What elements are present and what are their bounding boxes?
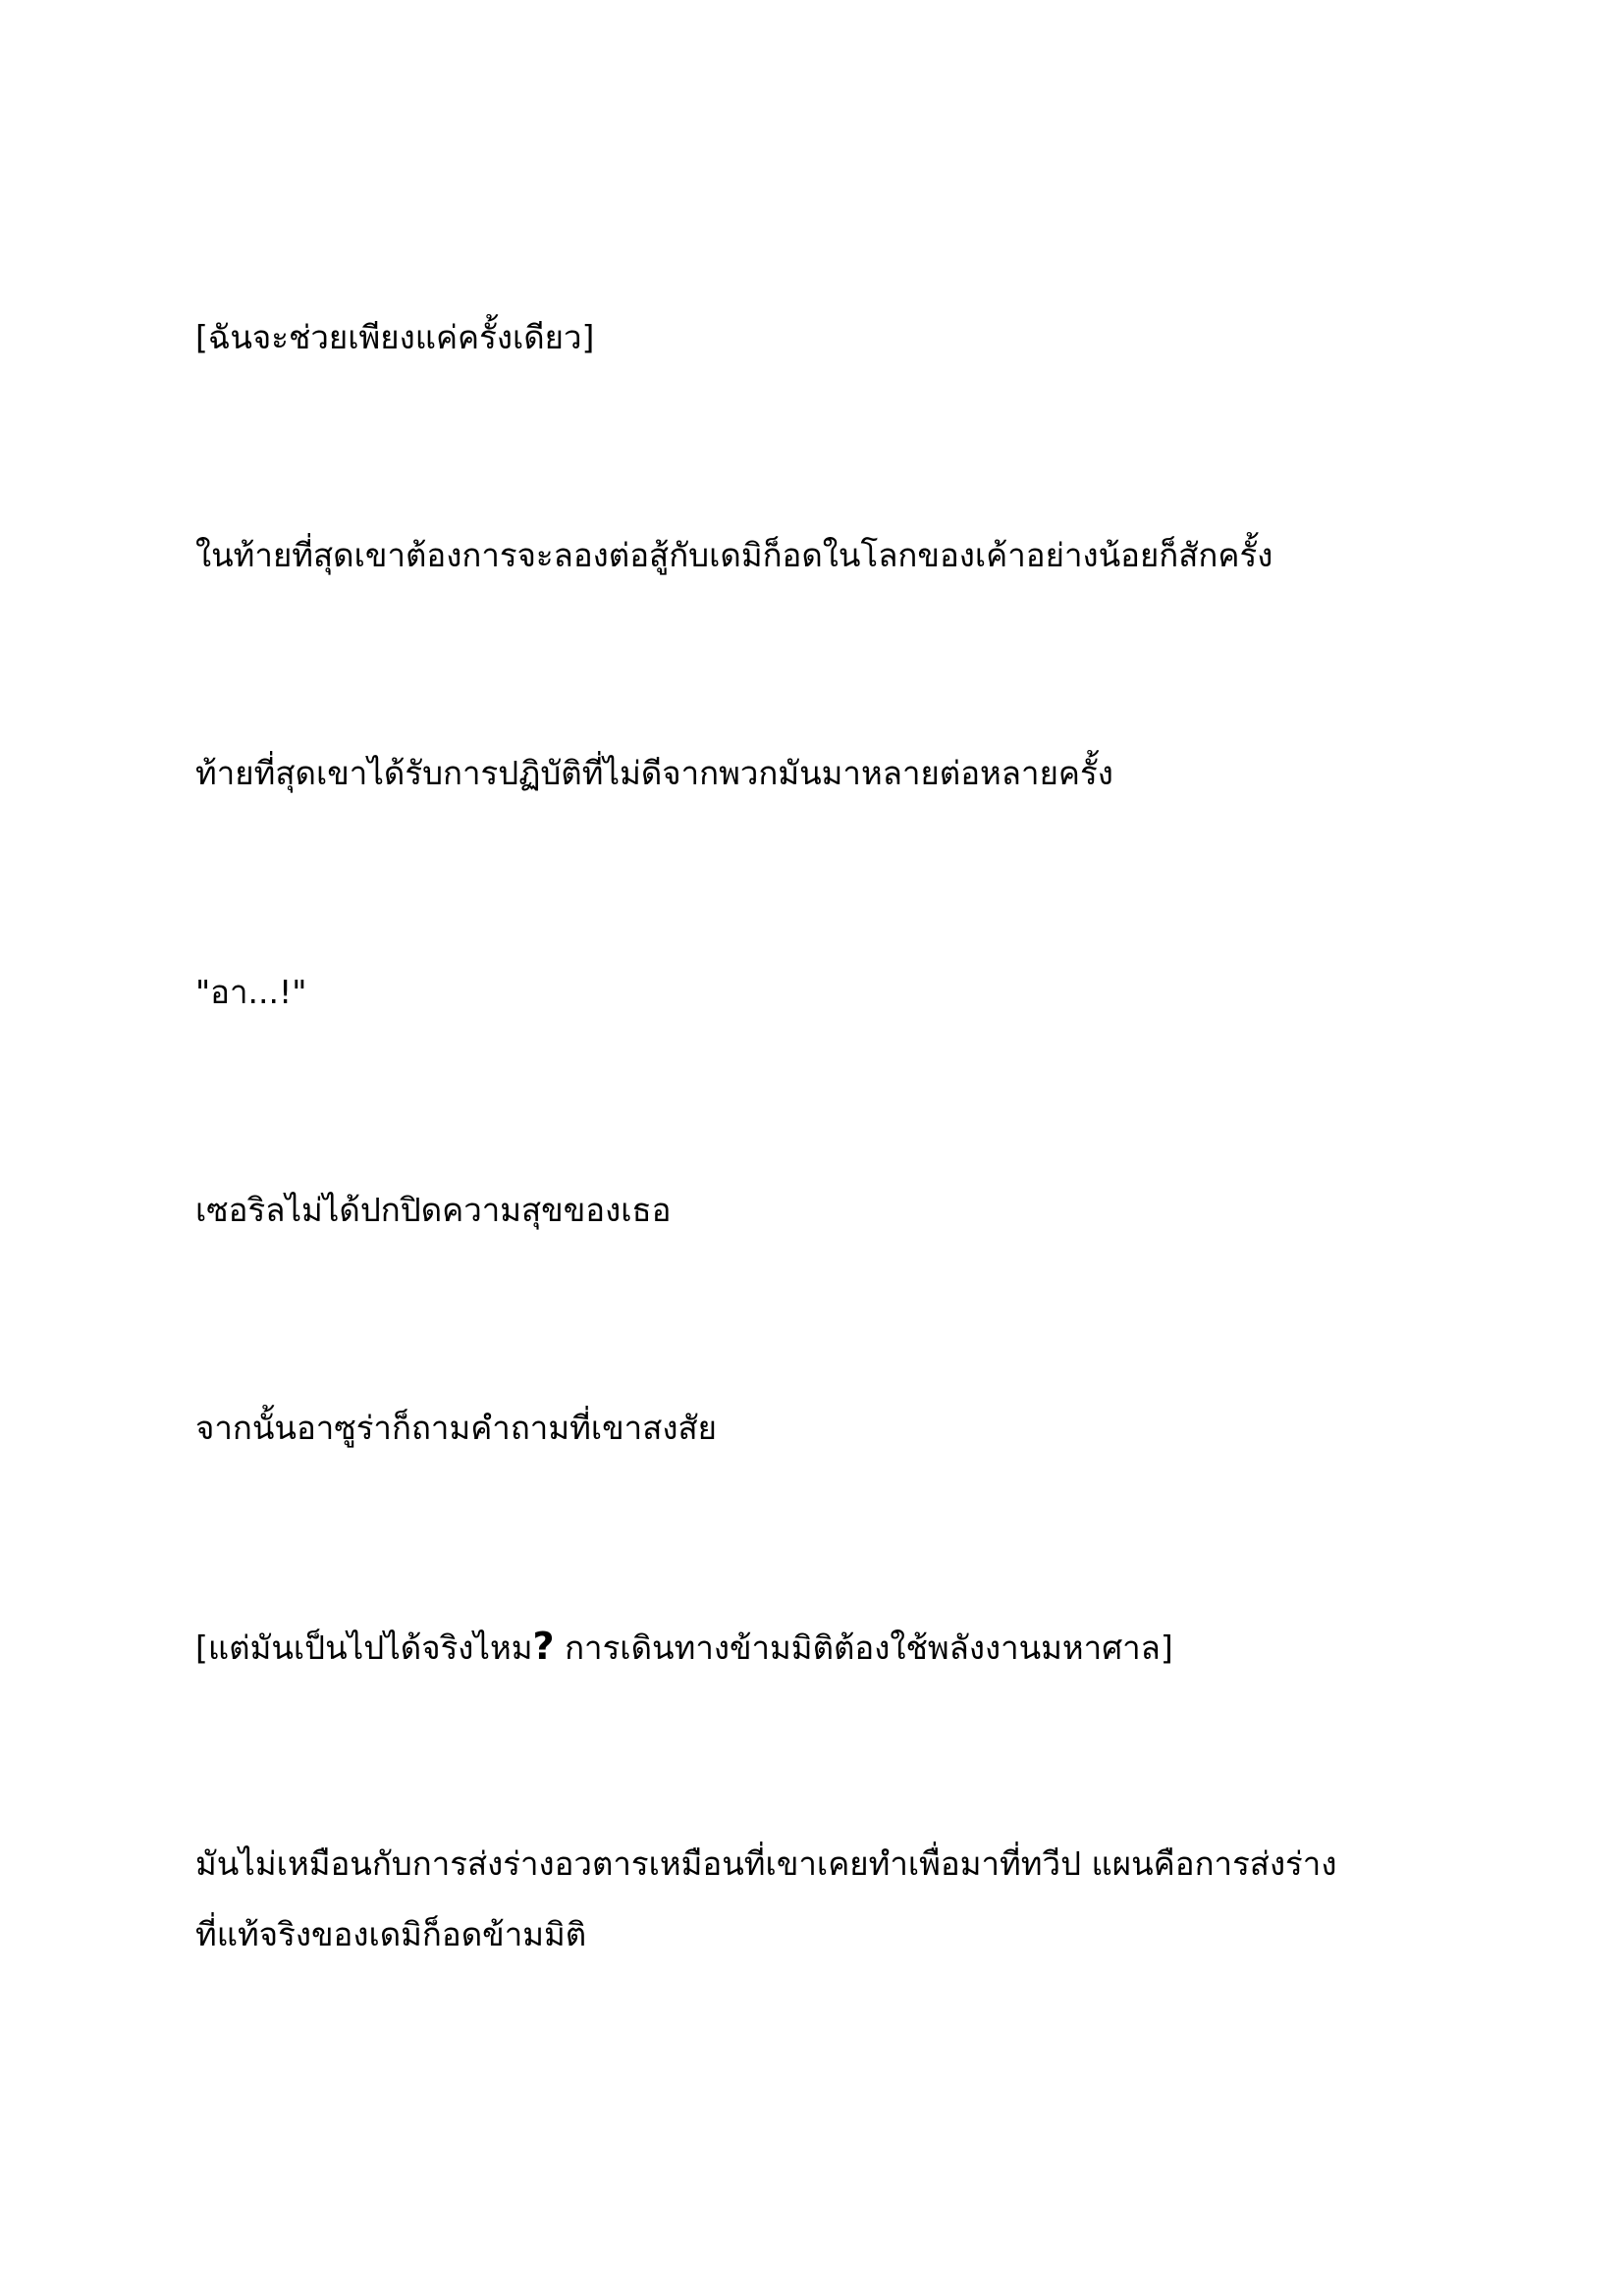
paragraph-2: ในท้ายที่สุดเขาต้องการจะลองต่อสู้กับเดมิก็อดในโลกของเค้าอย่างน้อยก็สักครั้ง	[195, 536, 1273, 574]
paragraph-1: [ฉันจะช่วยเพียงแค่ครั้งเดียว]	[195, 318, 595, 356]
paragraph-5: เซอริลไม่ได้ปกปิดความสุขของเธอ	[195, 1191, 672, 1229]
paragraph-8-line-1: มันไม่เหมือนกับการส่งร่างอวตารเหมือนที่เขาเคยทำเพื่อมาที่ทวีป แผนคือการส่งร่าง	[195, 1844, 1337, 1883]
question-mark: ?	[532, 1625, 555, 1668]
paragraph-8-line-2: ที่แท้จริงของเดมิก็อดข้ามมิติ	[195, 1915, 587, 1953]
paragraph-7-text-end: การเดินทางข้ามมิติต้องใช้พลังงานมหาศาล]	[554, 1629, 1173, 1667]
paragraph-4: "อา...!"	[195, 973, 307, 1011]
paragraph-6: จากนั้นอาซูร่าก็ถามคำถามที่เขาสงสัย	[195, 1409, 717, 1447]
paragraph-8	[195, 1829, 1472, 1970]
paragraph-3: ท้ายที่สุดเขาได้รับการปฏิบัติที่ไม่ดีจากพวกมันมาหลายต่อหลายครั้ง	[195, 754, 1113, 792]
paragraph-7-text-start: [แต่มันเป็นไปได้จริงไหม	[195, 1629, 533, 1667]
paragraph-7	[195, 1611, 1472, 1683]
